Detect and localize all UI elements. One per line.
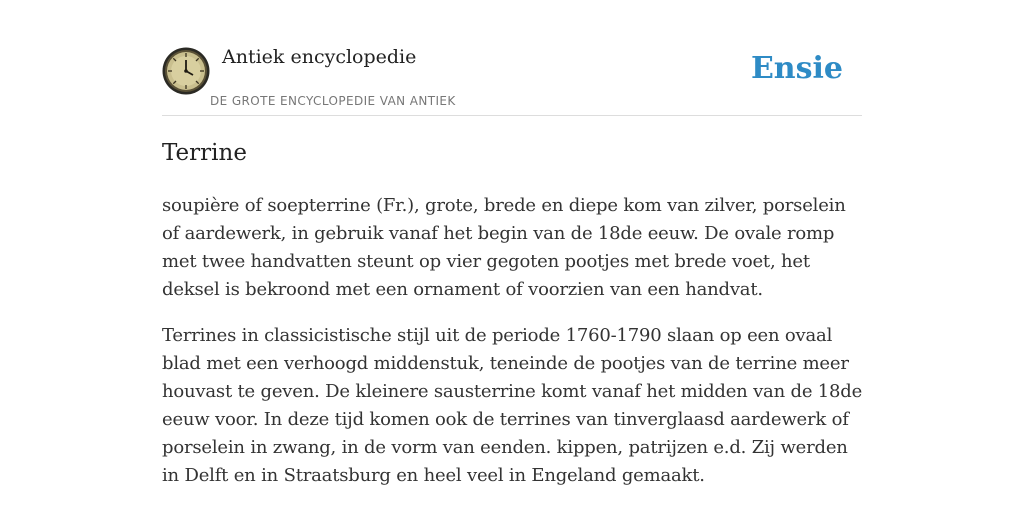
site-title[interactable]: Antiek encyclopedie: [222, 46, 417, 68]
page-container: [162, 0, 863, 486]
antique-clock-icon[interactable]: [162, 47, 210, 95]
brand-logo-link[interactable]: Ensie: [750, 51, 843, 86]
page-title: Terrine: [162, 140, 247, 166]
article-paragraph: soupière of soepterrine (Fr.), grote, brede en diepe kom van zilver, porselein of aardewerk, in gebruik vanaf het begin van de 18de eeuw. De ovale romp met twee handvatten steunt op vier gegoten pootjes met brede voet, het deksel is bekroond met een ornament of voorzien van een handvat.: [162, 195, 846, 300]
article-body: [162, 192, 864, 508]
site-header: [162, 0, 862, 116]
article-paragraph: Terrines in classicistische stijl uit de periode 1760-1790 slaan op een ovaal blad met een verhoogd middenstuk, teneinde de pootjes van de terrine meer houvast te geven. De kleinere sausterrine komt vanaf het midden van de 18de eeuw voor. In deze tijd komen ook de terrines van tinverglaasd aardewerk of porselein in zwang, in de vorm van eenden. kippen, patrijzen e.d. Zij werden in Delft en in Straatsburg en heel veel in Engeland gemaakt.: [162, 325, 863, 486]
site-subtitle: DE GROTE ENCYCLOPEDIE VAN ANTIEK: [210, 94, 456, 108]
